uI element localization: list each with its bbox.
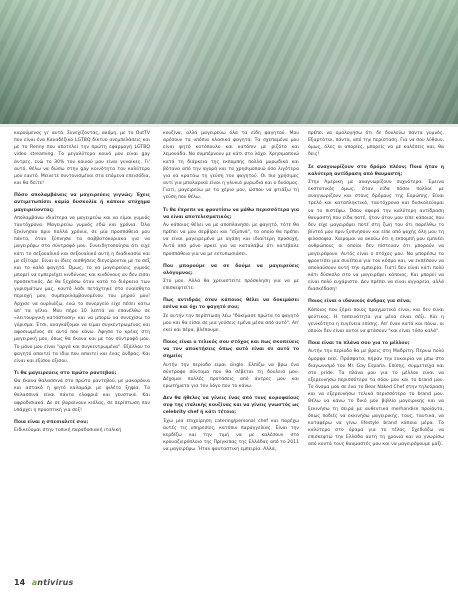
body-paragraph: Ειδικεύομαι στην τοπική παραδοσιακή ιταλική [14,428,122,434]
section-heading: Πόσο απολαμβάνεις να μαγειρεύεις γιγνώς; Έχεις αντιμετωπίσει καμία δυσκολία ή κάποιο ατύχημα μαγειρεύοντας; [14,193,150,213]
photo-divider [0,124,458,127]
logo-mark: a [31,578,38,587]
section-heading: Ποια είναι η σπεσιαλιτέ σου; [14,419,89,425]
body-paragraph: Έχω μία επιχείρηση catering/personal chef και παρέχω αυτές τις υπηρεσίες, κατόπιν παραγγελίας. Είναι την κερδίζω και την τιμή να με καλέσουν στο κρουαζιερόπλοιο της Πρίγκιπας της Ελλάδας από το 2011 να μαγειρέψω. Ήταν φανταστική εμπειρία. Αλλά, [163,418,299,453]
section-heading: Σε αναγνωρίζουν στο δρόμο πλέον; Ποια ήταν η καλύτερη αντίδραση από θαυμαστή; [308,164,444,177]
body-paragraph: Σε αυτήν την περίπτωση λέω "δοκίμασε πρώτα το φαγητό μου και θα είσαι σε μια γεύσεις εμένα μέσα από αυτό". Απ' εκεί και πέρα, βλέπουμε. [163,313,299,333]
section-heading: Ποιος είναι ο ιδανικός άνδρας για σένα; [308,299,411,305]
body-paragraph: Στην Αμερική με αναγνωρίζουν συχνότερα. Έμεινα εκστατικός όμως, όταν είδα πόσοι πολλοί με αναγνωρίζουν και στους δρόμους της Ευρώπης. Είναι τρελό και καταπληκτικό, ταυτόχρονα και δυσκολεύομαι να το πιστέψω. Όσον αφορά την καλύτερη αντίδραση θαυμαστή που είδα ποτέ, ήταν όταν μου είπε κάποιος που δεν είχε μαγειρέψει ποτέ στη ζωή του ότι παρέλθω το βίντεό μου πριν ξυπνήσουν και είπε από ψυχής όλη μου τη φιλοσοφία. Χαίρομαι να ακούω ότι η εκπομπή μου εμπνέει ανθρώπους οι οποίοι δεν πίστευαν ότι μπορούν να μαγειρέψουν. Αυτός είναι ο στόχος μου. Να μπορέσω τα φροντίσει μια συνέπεια για τον κόσμο και, να εκπέσουν να απολαύσουν αυτή την εμπειρία. Γιατί δεν είναι κάτι πολύ κάτι δύσκολο στο να μαγειρέψει κάποιος. Και μπορεί να είναι πολύ ευχάριστο. Δεν πρέπει να είναι αγγαρεία, αλλά διασκέδαση! [308,179,444,293]
header-photo [0,0,458,124]
body-paragraph: Αυτήν την περίοδο θα με βρεις στη Μαδρίτη. Πέρνω πολύ όμορφα εκεί. Πρόσφατα, πήραν την ευκαιρία να μπω στο διαγωνισμό του Mr. Gay España. Επίσης, συμμετείχα και στο pride. Τα πλάνα μου για το μέλλον είναι να εξερευνήσω περισσότερο τα σόου μου και το brand μου. Το όνομα μου σε ένα το Bear Naked Chef στην τηλεόραση και να εξερευνήσω τελικά περισσότερο το brand μου. Θέλω να κάνω το δικό μου βιβλίο μαγειρικής και να ξεκινήσω τη σειρά με αυθεντικά merhandise προϊόντα, όπως ποδιές να εκκινήσω μαγειρικής, τους, ταυτικά, να καταφέρω να γίνω lifestyle brand κάποια μέρα. Το καλύτερο στο όραμα για το τέλος. Σχεδιάζω να επισκεφτώ την Ελλάδα αυτή τη χρονιά και να γνωρίσω από κοντά τους θαυμαστές μου και να μαγειρέψουμε μαζί. [308,349,444,448]
body-paragraph: Αν κάποιος θέλει να με αποπλανήσει με φαγητό, τότε θα πρέπει να μου σερβίρει και "εξυπνά", το οποίο θα πρέπει να είναι μαγειρεμένο με αγάπη και ιδιαίτερη προσοχή. Αυτό από μόνο αρκεί για να καταλάβω ότι κατέβαλε προσπάθεια για να με εντυπωσιάσει. [163,222,299,257]
logo-text: ntivirus [37,578,74,587]
body-paragraph: Στο μου. Αλλά θα χρειαστείτε πρόσκληση για να με επισκεφτείτε. [163,278,299,292]
section-heading: Πως αντιδράς όταν κάποιος θέλει να δοκιμάσει εσένα και όχι το φαγητό σου; [163,298,299,311]
section-heading: Που μπορούμε να σε δούμε να μαγειρεύεις ολόγυμνος; [163,263,299,276]
section-heading: Τι θα έπρεπε να φροντίσω να μάθω περισσότερα για να είναι αποτελεσματικός; [163,207,299,220]
section-heading: Ποια είναι τα πλάνα σου για το μέλλον; [308,341,410,347]
body-paragraph: κουζίνα, αλλά μαγειρεύω όλα τα είδη φαγητού. Μου αρέσουν τα υπόπια κλασικά φαγητά. Τα σχεπαμένα μου είναι ψητό κοτόπουλο και κατόπιν με ριζότο και λεμονάδα. Να συμπέρνουν με κάτι στο λόχο. Χρησιμοποιώ κατά τη διάρκεια της εκπομπής πολλά μυρωδικά και βότανα από την αγορά και τα χρησιμοποιώ όσο λιγότερα για να κρατάω τη γεύση του φαγητού. Οι πιο χρήσιμες αντί για μπαλαρικά είναι η γλυκιά μυρωδιά και ο δυόσμος. Γιατί, μαγειρεύω με τα χέρια μου, ώσπου να φτιάξω τη γεύση που θέλω. [163,131,299,201]
section-heading: Ποιος είναι ο τελικός σου στόχος και πως σκοπεύεις να τον αποκτήσεις όπως αυτό είναι σε αυτό το σημείο; [163,340,299,360]
section-heading: Δεν θα ήθελες να γίνεις ένας από τους κορυφαίους σεφ της ιταλικής κουζίνας και να γίνεις γνωστός ως celebrity chef ή κάτι τέτοιο; [163,396,299,416]
page-footer [14,576,74,590]
body-paragraph: Κάποιος που ξέρει ποιος πραγματικά είναι, και δεν είναι ψεύτικος. Η ταπεινότητα για μένα είναι σέξι. Και η γενικότητα η ευγένεια επίσης. Απ' έναν κατά και πάνω, οι οποίοι δεν είναι αυτοί να φτάσουν "και είναι τόσο καλά". [308,307,444,335]
section-heading: Τι θα μαγειρεύεις στο πρώτο ραντεβού; [14,371,117,376]
header-photo-texture [0,0,458,124]
body-paragraph: Αυτήν την περίοδο είμαι single. Ελπίζω να βρω ένα σύντροφο σύντομα που θα σέβεται τη δουλειά μου. Δέχομαι πολλές προτάσεις από άντρες μου και ερωτήματα για τον λόγο που το κάνω. [163,362,299,389]
body-paragraph: Απολαμβάνω ιδιαίτερα να μαγειρεύω και να είμαι γυμνός ταυτόχρονα. Μαγειρεύω γυμνός εδώ και χρόνια. Όλα ξεκίνησαν πριν πολλά χρόνια, σε μία προσπάθειά μου πάντα, όταν ξύπνησα τα σαββατοκύριακα για να μαγειρέψω στο σύντροφό μου. Συνειδητοποίησα ότι είχε κάτι το σεξουαλικό και σεξουαλικό αυτή η διαδικασία και με εξίταρε. Είναι οι ίδιες αισθήσεις διεγείρονται με το σεξ και το καλό φαγητό. Όμως, το να μαγειρεύεις γυμνός μπορεί να εμπεριέχει κινδύνους και κινδύνους αν δεν είσαι προσεκτικός. Δε θα ξεχάσω όταν κατά το διάρκεια των γυρισμάτων μας, καυτό λάδι πετάχτηκε στο ευαίσθητο περιοχή μου, συμπεριλαμβανομένου του μηρού μου! Άρχισε να ουρλιάζω, ενώ το συνεργείο είχε πέσει κάτω απ' τα γέλια. Μου πήρε 10 λεπτά να επανέλθω σε «λειτουργική κατάσταση» και να μπορώ να συνεχίσω το γύρισμα. Έτσι, αναγκάζομαι να είμαι συγκεντρωμένος και αφοσιωμένος σε αυτό που κάνω. Άφησα το κρέας στη μαγειρική μου, όπως θα έκανα και με τον σύντροφό μου. Το μόνο μου είναι "αργά και συγκεντρωμένα". Εξάλλου το φαγητό απαιτεί τα ίδια που απαιτεί και ένας άνδρας. Και είναι και εξίσου εξίσου. [14,215,150,364]
text-column-3 [308,130,444,578]
body-paragraph: πρέπει να ομολογήσω ότι δε δουλεύω πάντα γυμνός. Εξαρτάται, πάντα, από την περίσταση. Για να σου λύθουν, όμως, όλες οι απορίες, μπορείς να με καλέσεις και, θα δεις! [308,131,444,158]
body-paragraph: καρούμενος γι' αυτό. Συνεχίζοντας, ακόμη, με το OutTV που είναι ένα Καναδέζικο LGTBQ δίκτυο ανεμπελάσεις και με το Renny που αποτελεί την πρώτη εφαρμογή LGTBQ video streaming. Το μεγαλύτερο κοινό μου είναι gay άντρες, ενώ το 30% του κοινού μου είναι γυναίκες. Γι' αυτό, θέλω να δώσω στην gay κοινότητα τον καλύτερο μου εαυτό. Μείνετε συντονισμένοι στα επόμενα επεισόδια, και θα δείτε! [14,131,150,187]
body-paragraph: Θα έκανα θαλασσινά στο πρώτο ραντεβού, με μακαρόνια και αστακό ή ψητό καλαμάρι με φιλέτο ξηφία. Τα θαλασσινά είναι πάντα ελαφριά και γευστικά. Και αφροδισιακά. Δε σε βαραίνουν κιόλας, σε περίπτωση που υπάρχει η προοπτική για σεξ! [14,379,150,413]
text-column-2 [163,130,299,578]
magazine-logo [32,578,74,587]
text-column-1 [14,130,150,578]
page-number: 14 [14,578,26,587]
